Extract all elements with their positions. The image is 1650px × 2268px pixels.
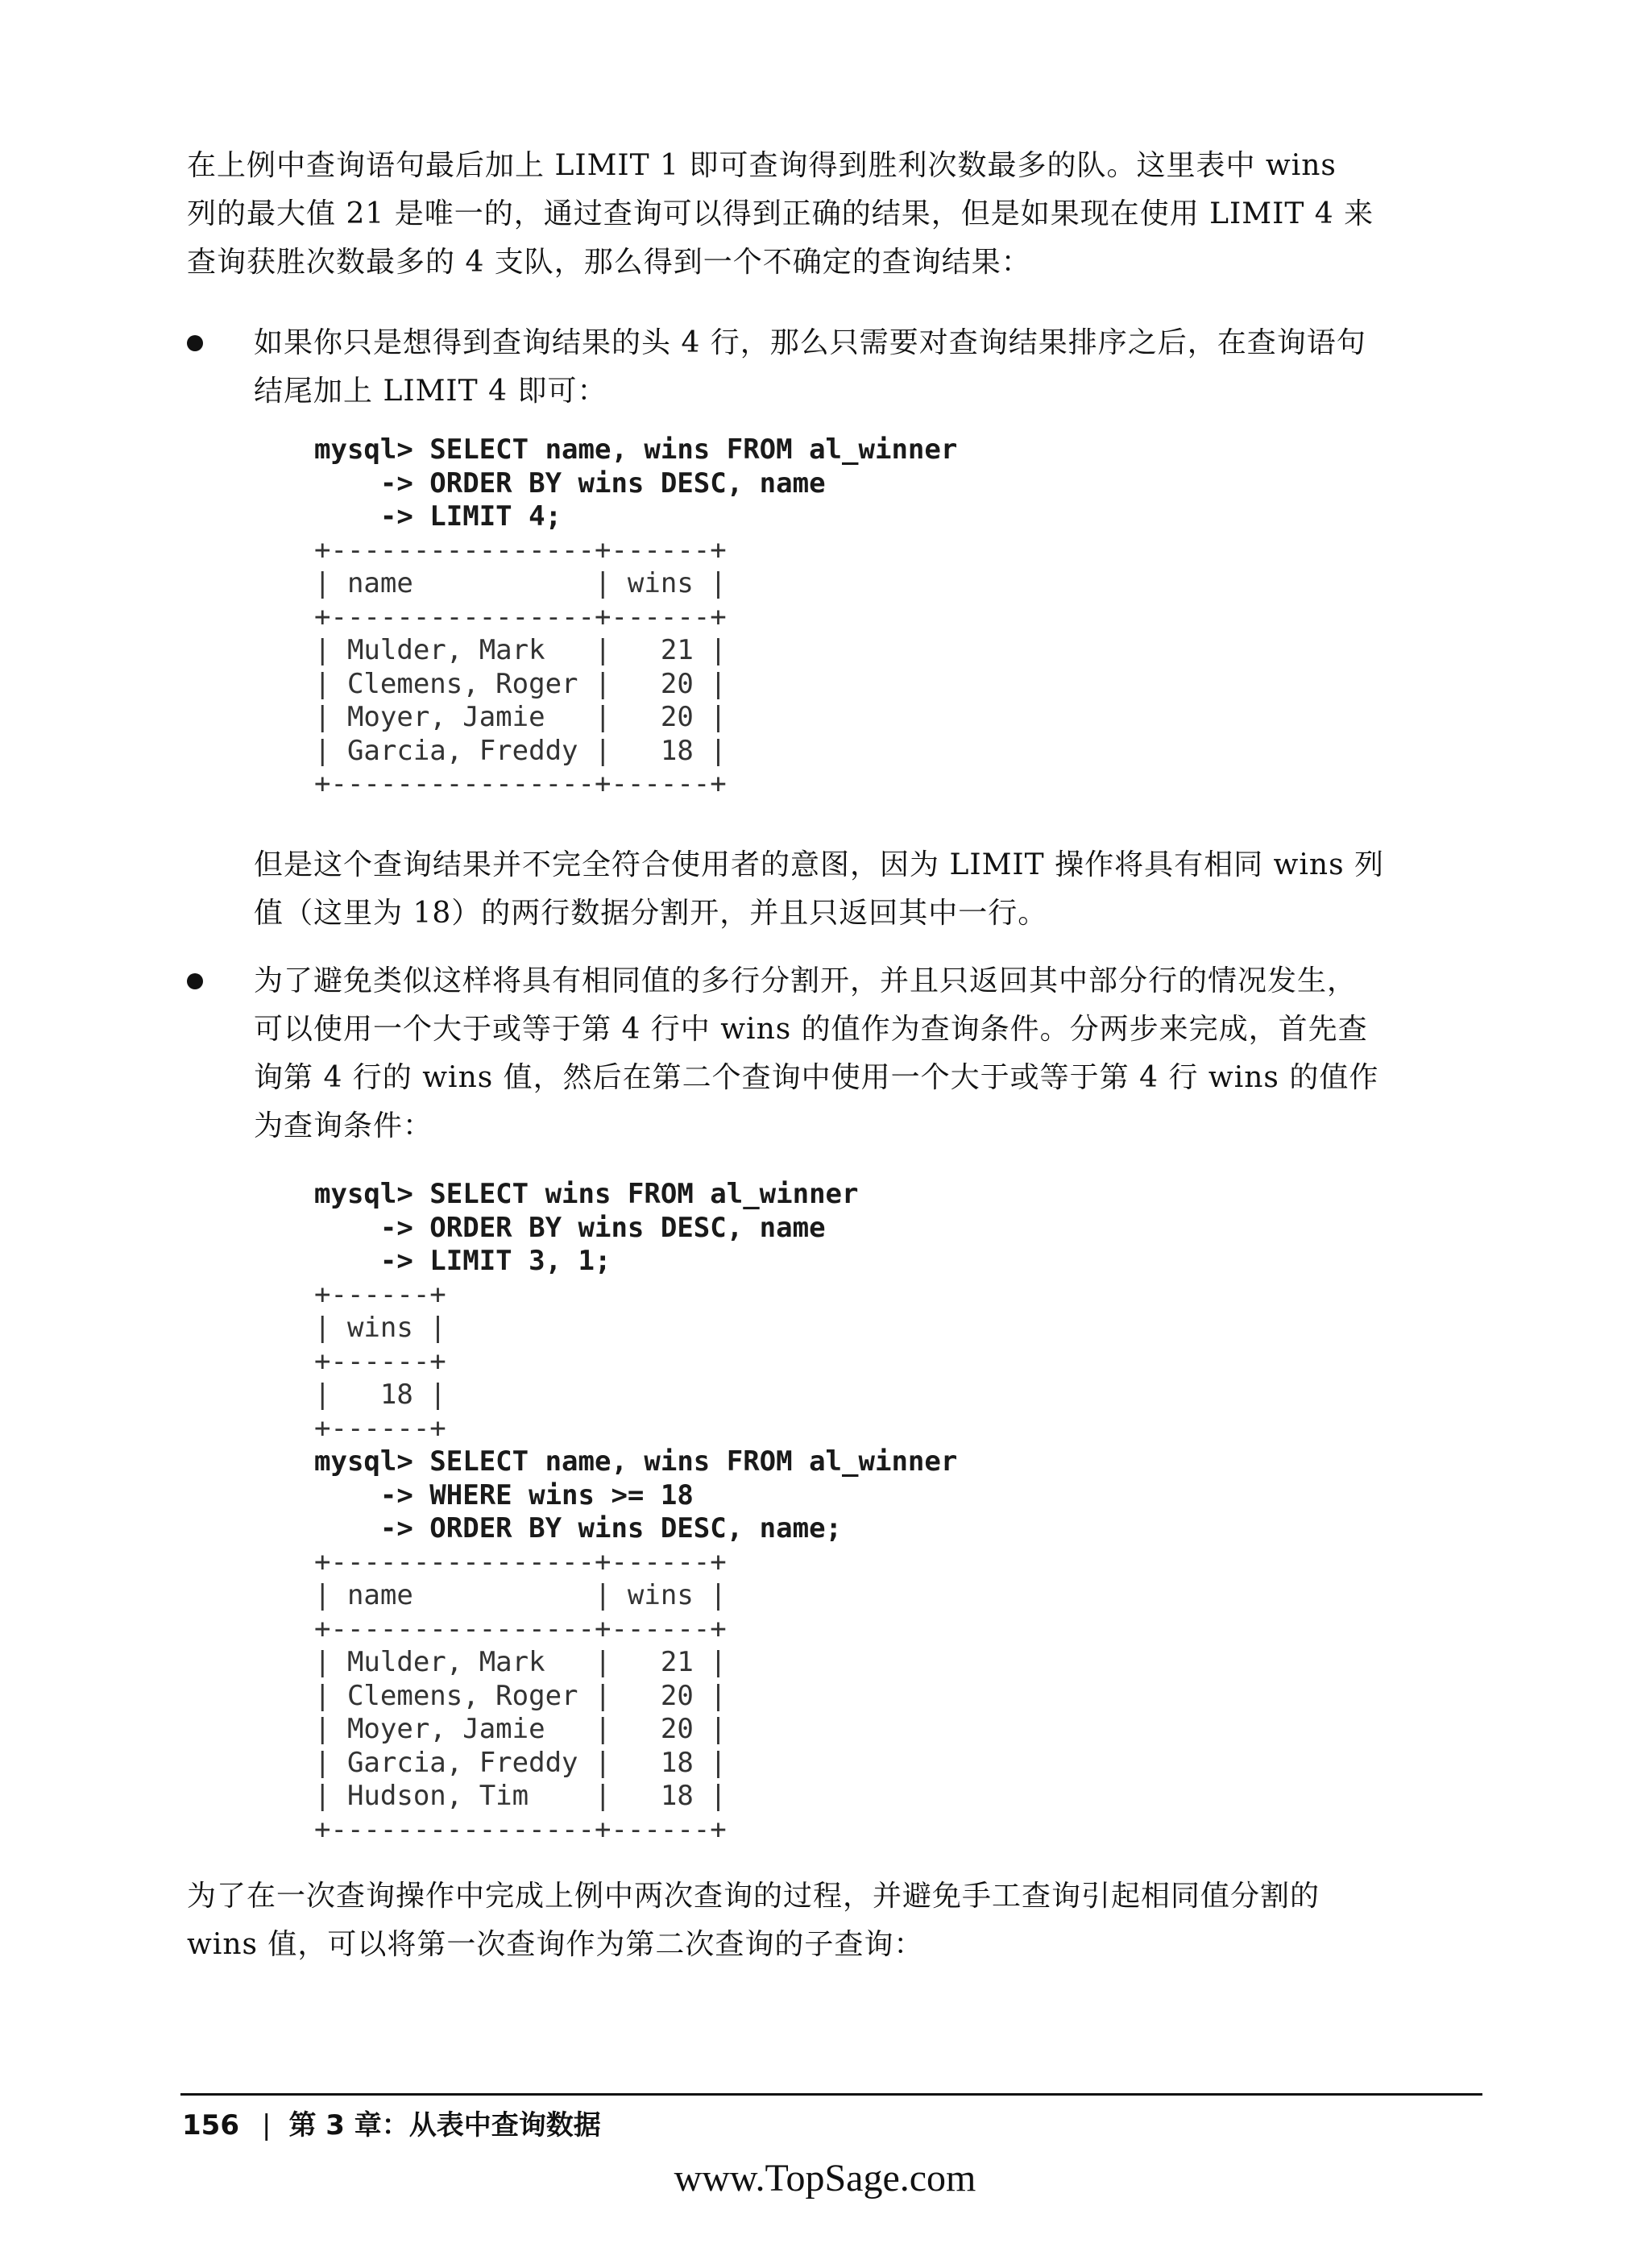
chapter-title: 第 3 章：从表中查询数据 [288, 2109, 601, 2142]
outro-paragraph [187, 1872, 1468, 1969]
text-line: 为了避免类似这样将具有相同值的多行分割开，并且只返回其中部分行的情况发生， [254, 964, 1358, 997]
text-line: 为了在一次查询操作中完成上例中两次查询的过程，并避免手工查询引起相同值分割的 [187, 1880, 1320, 1913]
code-line: -> LIMIT 4; [314, 500, 562, 533]
bullet-icon [187, 335, 203, 351]
code-line: | Moyer, Jamie | 20 | [314, 701, 727, 733]
code-line: | Clemens, Roger | 20 | [314, 1679, 727, 1712]
footer-divider [180, 2093, 1482, 2096]
code-line: +----------------+------+ [314, 1612, 727, 1645]
bullet-icon [187, 973, 203, 989]
code-line: -> ORDER BY wins DESC, name; [314, 1512, 843, 1544]
text-line: 查询获胜次数最多的 4 支队，那么得到一个不确定的查询结果： [187, 246, 1031, 279]
code-line: -> ORDER BY wins DESC, name [314, 466, 826, 500]
intro-paragraph [187, 142, 1468, 287]
bullet-1-note [254, 841, 1470, 938]
code-line: +----------------+------+ [314, 768, 727, 800]
code-line: | Mulder, Mark | 21 | [314, 634, 727, 666]
footer-separator: | [261, 2109, 272, 2142]
code-line: | Clemens, Roger | 20 | [314, 667, 727, 700]
code-line: +------+ [314, 1345, 446, 1378]
code-line: | 18 | [314, 1379, 446, 1411]
text-line: 值（这里为 18）的两行数据分割开，并且只返回其中一行。 [254, 897, 1048, 930]
bullet-2-text [254, 957, 1470, 1151]
code-line: | wins | [314, 1312, 446, 1344]
code-block-1 [314, 433, 957, 802]
code-line: +----------------+------+ [314, 1545, 727, 1578]
text-line: 在上例中查询语句最后加上 LIMIT 1 即可查询得到胜利次数最多的队。这里表中 wins [187, 149, 1337, 182]
code-line: +------+ [314, 1278, 446, 1311]
watermark: www.TopSage.com [674, 2157, 976, 2200]
code-line: | Hudson, Tim | 18 | [314, 1780, 727, 1812]
code-line: +----------------+------+ [314, 533, 727, 566]
code-line: -> ORDER BY wins DESC, name [314, 1211, 826, 1244]
text-line: wins 值，可以将第一次查询作为第二次查询的子查询： [187, 1928, 924, 1961]
text-line: 如果你只是想得到查询结果的头 4 行，那么只需要对查询结果排序之后，在查询语句 [254, 326, 1366, 359]
page-number: 156 [182, 2109, 239, 2142]
code-line: mysql> SELECT name, wins FROM al_winner [314, 1445, 958, 1478]
page-footer [182, 2103, 601, 2142]
code-line: | name | wins | [314, 567, 727, 599]
text-line: 结尾加上 LIMIT 4 即可： [254, 375, 607, 408]
text-line: 为查询条件： [254, 1109, 433, 1142]
code-line: | Garcia, Freddy | 18 | [314, 1746, 727, 1779]
code-line: +----------------+------+ [314, 600, 727, 633]
code-line: -> WHERE wins >= 18 [314, 1478, 694, 1511]
code-line: -> LIMIT 3, 1; [314, 1245, 611, 1277]
text-line: 列的最大值 21 是唯一的，通过查询可以得到正确的结果，但是如果现在使用 LIMIT 4 来 [187, 197, 1374, 230]
code-line: +------+ [314, 1412, 446, 1445]
code-line: | Moyer, Jamie | 20 | [314, 1713, 727, 1745]
bullet-1-text [254, 319, 1470, 416]
code-line: +----------------+------+ [314, 1813, 727, 1846]
code-line: | Garcia, Freddy | 18 | [314, 734, 727, 767]
text-line: 可以使用一个大于或等于第 4 行中 wins 的值作为查询条件。分两步来完成，首先查 [254, 1013, 1368, 1046]
text-line: 询第 4 行的 wins 值，然后在第二个查询中使用一个大于或等于第 4 行 wins 的值作 [254, 1061, 1379, 1094]
code-block-2 [314, 1178, 957, 1847]
code-line: | Mulder, Mark | 21 | [314, 1646, 727, 1678]
code-line: | name | wins | [314, 1579, 727, 1611]
code-line: mysql> SELECT name, wins FROM al_winner [314, 433, 958, 466]
text-line: 但是这个查询结果并不完全符合使用者的意图，因为 LIMIT 操作将具有相同 wins 列 [254, 848, 1384, 881]
code-line: mysql> SELECT wins FROM al_winner [314, 1178, 859, 1210]
